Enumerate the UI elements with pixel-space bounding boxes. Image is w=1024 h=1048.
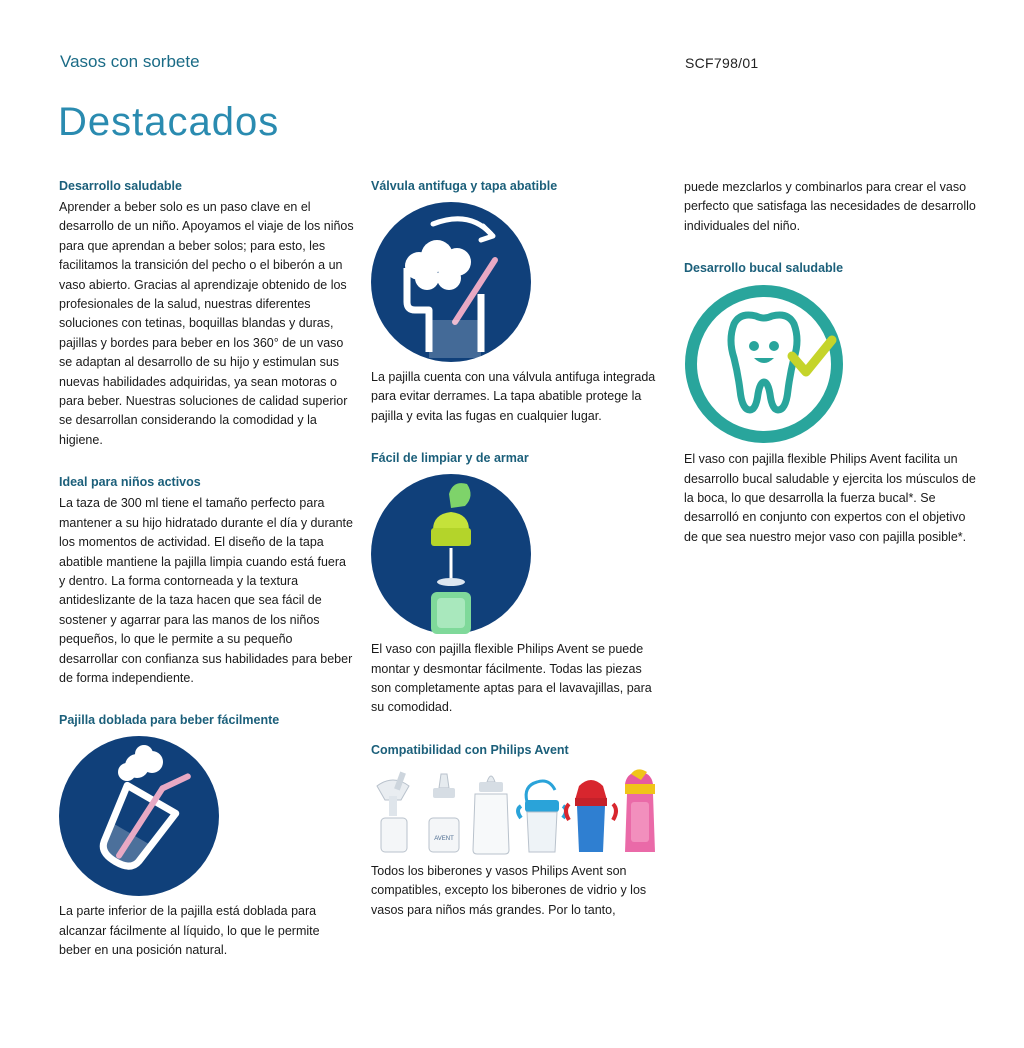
column-3: [684, 178, 979, 547]
section-bent-straw: [59, 712, 354, 960]
happy-tooth-check-icon: [684, 284, 844, 444]
column-1: [59, 178, 354, 961]
section-healthy-development: [59, 178, 354, 450]
section-text: La taza de 300 ml tiene el tamaño perfecto para mantener a su hijo hidratado durante el día y durante los momentos de actividad. El diseño de la tapa abatible mantiene la pajilla limpia cuando está fuera y dentro. La forma contorneada y la textura antideslizante de la taza hacen que sea fácil de sostener y agarrar para las manos de los niños pequeños, lo que le permite a su pequeño desarrollar con confianza sus habilidades para beber de forma independiente.: [59, 496, 353, 685]
section-easy-clean: [371, 450, 661, 718]
trainer-cup-icon: [518, 781, 566, 852]
header-category: Vasos con sorbete: [60, 52, 200, 71]
breast-pump-icon: [377, 771, 409, 851]
baby-bottle-icon: [473, 776, 509, 854]
bent-straw-cup-icon: [59, 736, 219, 896]
straw-cup-icon: [625, 769, 655, 852]
compatibility-text-continued: puede mezclarlos y combinarlos para crear el vaso perfecto que satisfaga las necesidades de desarrollo individuales del niño.: [684, 180, 976, 233]
section-title: Fácil de limpiar y de armar: [371, 451, 529, 466]
valve-lid-icon: [371, 202, 531, 362]
svg-text:AVENT: AVENT: [434, 835, 454, 842]
section-oral-health: [684, 260, 979, 547]
section-text: Todos los biberones y vasos Philips Avent son compatibles, excepto los biberones de vidrio y los vasos para niños más grandes. Por lo tanto,: [371, 863, 647, 917]
disassembled-cup-parts-icon: [371, 474, 531, 634]
baby-bottle-icon: [429, 774, 459, 852]
section-valve: [371, 178, 661, 426]
section-text: Aprender a beber solo es un paso clave en el desarrollo de un niño. Apoyamos el viaje de los niños para que aprendan a beber solos; para esto, les facilitamos la transición del pecho o el biberón a un vaso abierto. Gracias al aprendizaje obtenido de los profesionales de la salud, nuestras diferentes soluciones con tetinas, boquillas blandas y duras, pajillas y bordes para beber en los 360° de un vaso se adaptan al desarrollo de su hijo y estimulan sus nuevas habilidades adquiridas, ya sean motoras o para beber. Nuestras soluciones de calidad superior se desarrollan considerando la comodidad y la higiene.: [59, 200, 354, 447]
straw-cup-icon: [566, 780, 616, 852]
header-model-number: SCF798/01: [685, 55, 759, 71]
compatible-products-image: [371, 766, 661, 856]
section-text: El vaso con pajilla flexible Philips Avent se puede montar y desmontar fácilmente. Todas las piezas son completamente aptas para el lavavajillas, para su comodidad.: [371, 642, 652, 715]
page-title: Destacados: [58, 100, 280, 144]
section-text: El vaso con pajilla flexible Philips Avent facilita un desarrollo bucal saludable y ejercita los músculos de la boca, lo que desarrolla la fuerza bucal*. Se desarrolló en conjunto con expertos con el objetivo de que sea nuestro mejor vaso con pajilla posible*.: [684, 452, 976, 544]
section-title: Válvula antifuga y tapa abatible: [371, 179, 558, 193]
section-title: Desarrollo saludable: [59, 179, 182, 193]
column-2: [371, 178, 661, 920]
section-title: Compatibilidad con Philips Avent: [371, 742, 569, 757]
section-title: Desarrollo bucal saludable: [684, 261, 844, 276]
section-text: La parte inferior de la pajilla está doblada para alcanzar fácilmente al líquido, lo que le permite beber en una posición natural.: [59, 904, 320, 958]
section-title: Pajilla doblada para beber fácilmente: [59, 713, 280, 728]
section-text: La pajilla cuenta con una válvula antifuga integrada para evitar derrames. La tapa abatible protege la pajilla y evita las fugas en cualquier lugar.: [371, 370, 656, 423]
section-compatibility: [371, 742, 661, 920]
section-title: Ideal para niños activos: [59, 475, 201, 490]
section-active-kids: [59, 474, 354, 688]
